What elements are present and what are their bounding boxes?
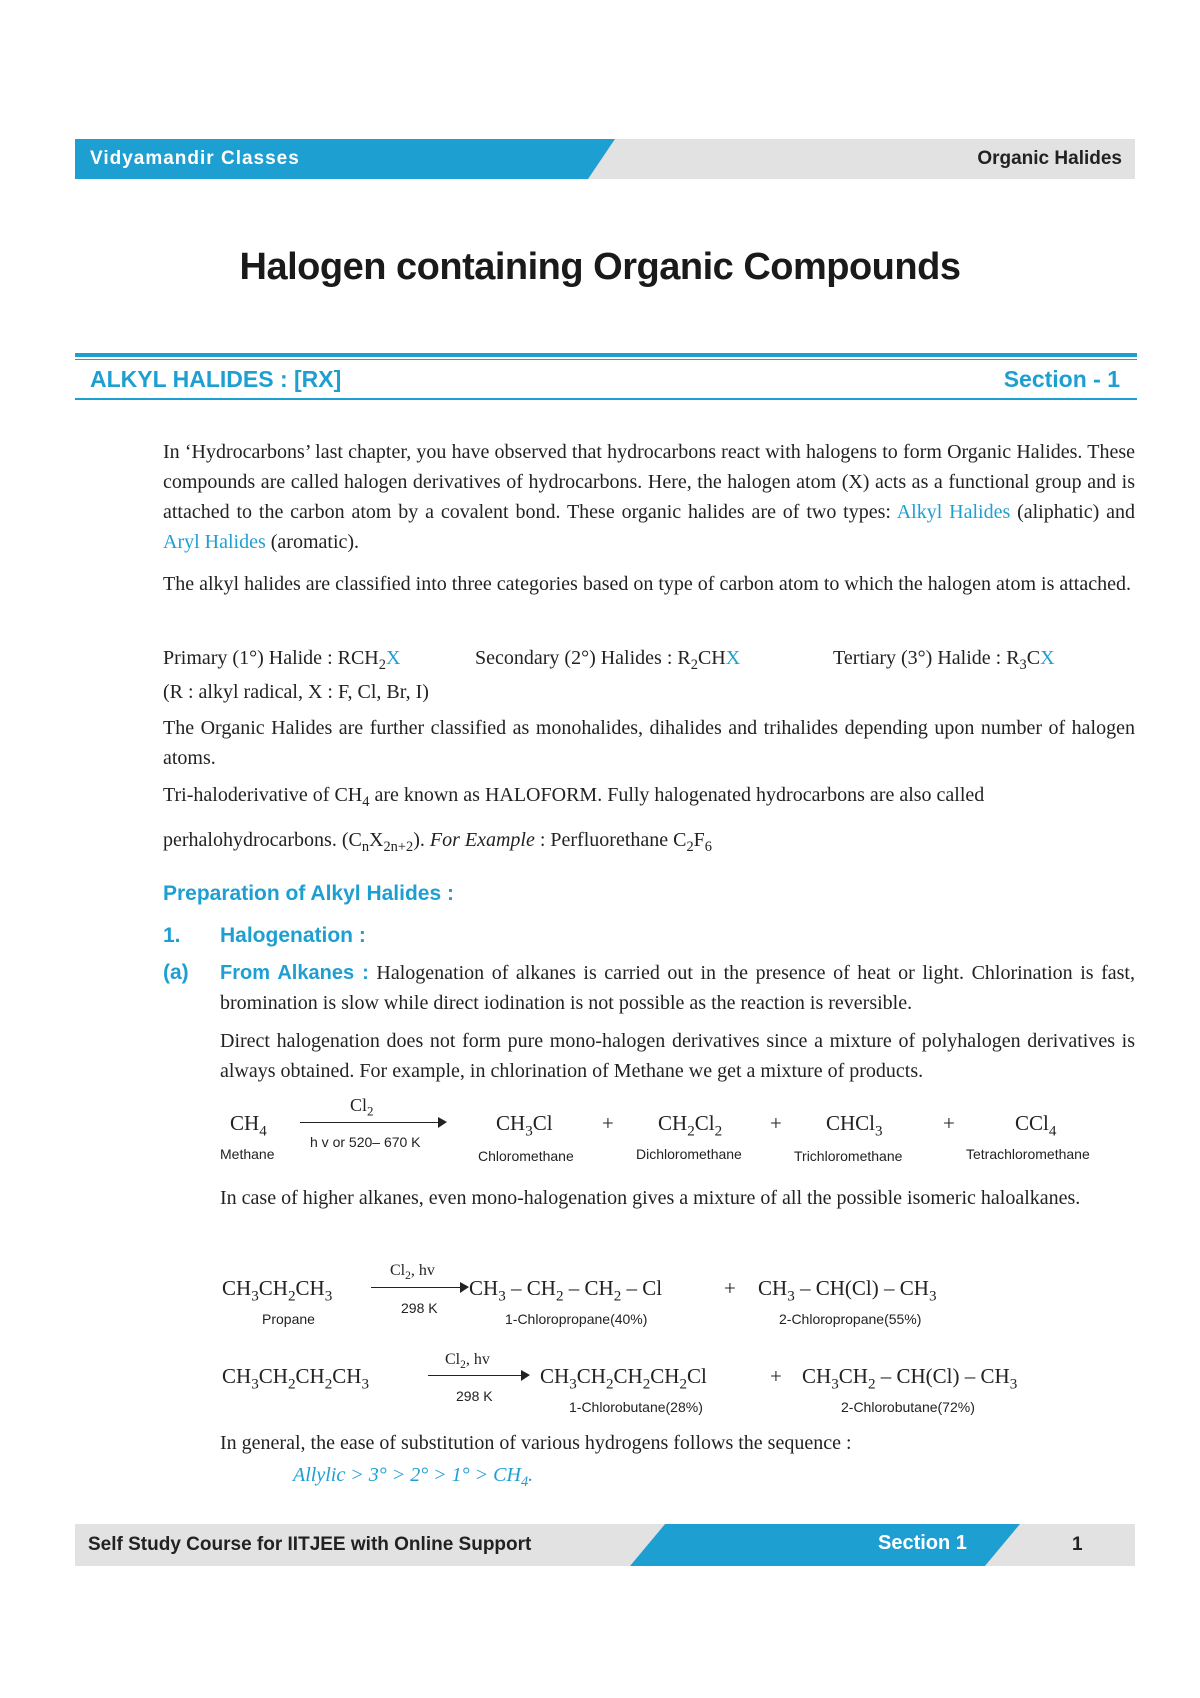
rxn1-label-methane: Methane [220, 1146, 275, 1162]
rxn3-label-p1: 1-Chlorobutane(28%) [569, 1399, 703, 1415]
rxn2-product-1: $CH_3 - CH_2 - CH_2$ – Cl [469, 1276, 663, 1305]
intro-paragraph-2: The alkyl halides are classified into three categories based on type of carbon atom to which the halogen atom is attached. [163, 573, 1131, 595]
rxn3-reagent: $Cl_2$, hv [445, 1351, 490, 1372]
section-number: Section - 1 [1003, 366, 1120, 392]
rxn2-label-p2: 2-Chloropropane(55%) [779, 1311, 922, 1327]
rxn1-label-p1: Chloromethane [478, 1148, 574, 1164]
footer-section: Section 1 [878, 1532, 967, 1554]
item-a-paragraph: From Alkanes : Halogenation of alkanes is carried out in the presence of heat or light. Chlorination is fast, bromination is slow while direct iodination is not possible as the reaction is reversible. [220, 962, 1135, 1014]
rxn1-plus-3: + [943, 1111, 955, 1135]
intro-paragraph-1: In ‘Hydrocarbons’ last chapter, you have observed that hydrocarbons react with halogens to form Organic Halides. These compounds are called halogen derivatives of hydrocarbons. Here, the halogen atom (X) acts as a functional group and is attached to the carbon atom by a covalent bond. These organic halides are of two types: Alkyl Halides (aliphatic) and Aryl Halides (aromatic). [163, 441, 1135, 553]
rxn3-temperature: 298 K [456, 1388, 493, 1404]
rxn1-reactant: $CH_4$ [230, 1111, 267, 1140]
item-a-number: (a) [163, 961, 189, 984]
rxn2-product-2: $CH_3 - CH(Cl) - CH_3$ [758, 1276, 937, 1305]
rxn1-product-1: $CH_3Cl$ [496, 1111, 553, 1140]
footer-course: Self Study Course for IITJEE with Online Support [88, 1534, 532, 1555]
reactivity-sequence: Allylic > $3^\circ > 2^\circ > 1^\circ > CH_4$. [293, 1464, 534, 1491]
general-sequence-text: In general, the ease of substitution of various hydrogens follows the sequence : [220, 1432, 852, 1454]
section-rule-bottom [75, 398, 1137, 400]
section-rule-top-thin [75, 359, 1137, 360]
rxn3-product-1: $CH_3CH_2CH_2CH_2Cl$ [540, 1364, 707, 1393]
r-note: (R : alkyl radical, X : F, Cl, Br, I) [163, 681, 429, 703]
rxn2-reactant: $CH_3CH_2CH_3$ [222, 1276, 333, 1305]
page-number: 1 [1072, 1534, 1083, 1555]
secondary-halide: Secondary (2°) Halides : $R_2CHX$ [475, 647, 741, 674]
section-rule-top [75, 353, 1137, 357]
item-1-number: 1. [163, 924, 181, 947]
rxn1-arrow [300, 1122, 445, 1123]
rxn2-reagent: $Cl_2$, hv [390, 1262, 435, 1283]
rxn1-plus-1: + [602, 1111, 614, 1135]
rxn1-label-p4: Tetrachloromethane [966, 1146, 1090, 1162]
perhalo-line: perhalohydrocarbons. $(C_nX_{2n+2})$. For Example : Perfluorethane $C_2F_6$ [163, 829, 712, 856]
rxn2-temperature: 298 K [401, 1300, 438, 1316]
link-aryl-halides[interactable]: Aryl Halides [163, 531, 266, 553]
header-topic: Organic Halides [977, 148, 1122, 169]
rxn3-plus: + [770, 1364, 782, 1388]
header-brand: Vidyamandir Classes [90, 148, 300, 169]
rxn1-label-p3: Trichloromethane [794, 1148, 903, 1164]
rxn2-arrow [371, 1287, 467, 1288]
page-title: Halogen containing Organic Compounds [239, 246, 961, 288]
haloform-line: Tri-haloderivative of $CH_4$ are known as HALOFORM. Fully halogenated hydrocarbons are also called [163, 784, 985, 811]
rxn3-arrow [428, 1375, 528, 1376]
link-alkyl-halides[interactable]: Alkyl Halides [896, 501, 1011, 523]
preparation-heading: Preparation of Alkyl Halides : [163, 882, 454, 905]
rxn1-product-4: CCl$_4$ [1015, 1111, 1057, 1140]
rxn3-label-p2: 2-Chlorobutane(72%) [841, 1399, 975, 1415]
rxn2-label-p1: 1-Chloropropane(40%) [505, 1311, 648, 1327]
rxn3-reactant: $CH_3CH_2CH_2CH_3$ [222, 1364, 369, 1393]
rxn3-product-2: $CH_3CH_2 - CH(Cl) - CH_3$ [802, 1364, 1018, 1393]
rxn1-reagent: $Cl_2$ [350, 1095, 374, 1119]
rxn1-condition: h v or 520– 670 K [310, 1134, 421, 1150]
higher-alkanes-paragraph: In case of higher alkanes, even mono-halogenation gives a mixture of all the possible isomeric haloalkanes. [220, 1187, 1081, 1209]
rxn1-label-p2: Dichloromethane [636, 1146, 742, 1162]
intro-paragraph-3: The Organic Halides are further classified as monohalides, dihalides and trihalides depending upon number of halogen atoms. [163, 717, 1135, 769]
item-1-title: Halogenation : [220, 924, 366, 947]
tertiary-halide: Tertiary (3°) Halide : $R_3CX$ [833, 647, 1055, 674]
primary-halide: Primary (1°) Halide : $RCH_2X$ [163, 647, 401, 674]
rxn1-plus-2: + [770, 1111, 782, 1135]
direct-halogenation-paragraph: Direct halogenation does not form pure mono-halogen derivatives since a mixture of polyhalogen derivatives is always obtained. For example, in chlorination of Methane we get a mixture of products. [220, 1030, 1135, 1082]
rxn1-product-3: CHCl$_3$ [826, 1111, 883, 1140]
section-heading: ALKYL HALIDES : [RX] [90, 366, 342, 392]
rxn1-product-2: $CH_2Cl_2$ [658, 1111, 723, 1140]
rxn2-label-reactant: Propane [262, 1311, 315, 1327]
rxn2-plus: + [724, 1276, 736, 1300]
